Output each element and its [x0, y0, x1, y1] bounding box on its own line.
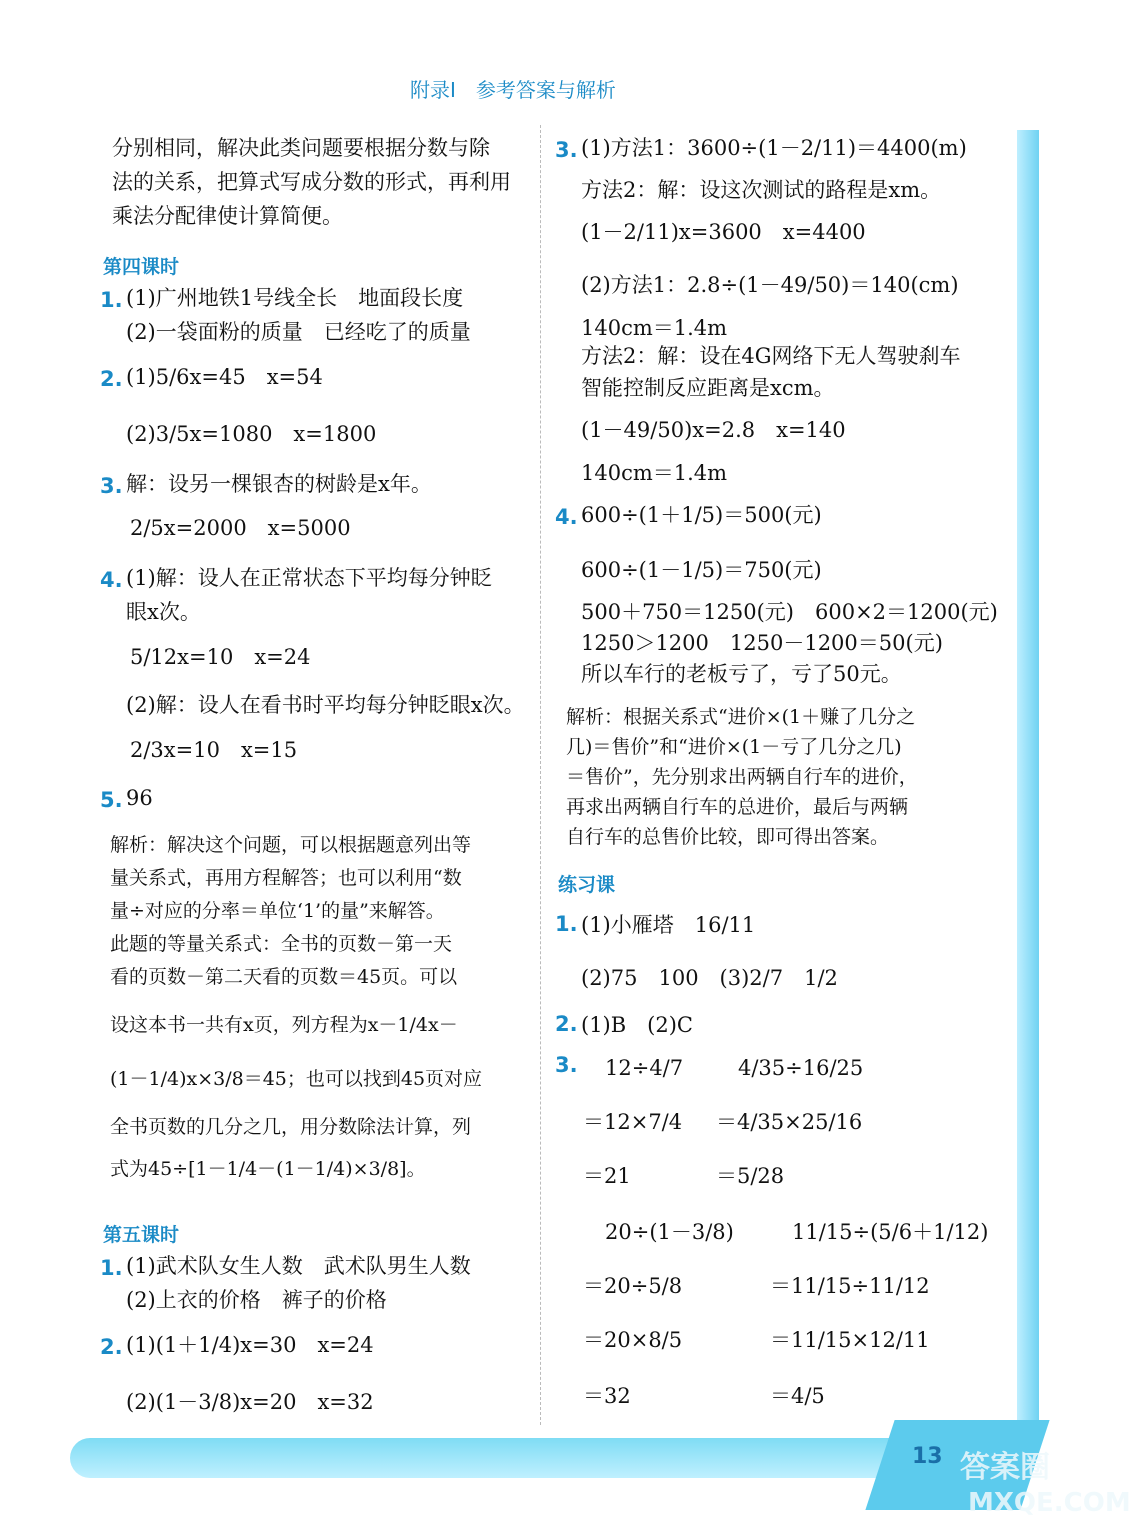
answer-line: (2)方法1：2.8÷(1－49/50)＝140(cm) [581, 273, 959, 297]
question-number: 2. [100, 367, 123, 391]
answer-line: 方法2：解：设在4G网络下无人驾驶刹车 [581, 344, 961, 368]
calc-step: ＝5/28 [716, 1164, 785, 1188]
analysis-line: 解析：解决这个问题，可以根据题意列出等 [110, 834, 472, 856]
answer-line: 解：设另一棵银杏的树龄是x年。 [126, 472, 432, 496]
analysis-line: 几)＝售价”和“进价×(1－亏了几分之几) [566, 736, 902, 758]
answer-line: (1－2/11)x=3600 x=4400 [581, 220, 866, 244]
answer-line: (2)解：设人在看书时平均每分钟眨眼x次。 [126, 693, 525, 717]
analysis-line: 设这本书一共有x页，列方程为x－1/4x－ [110, 1014, 458, 1036]
answer-line: (2)3/5x=1080 x=1800 [126, 422, 377, 446]
calc-step: 12÷4/7 [605, 1056, 684, 1080]
analysis-line: 再求出两辆自行车的总进价，最后与两辆 [566, 796, 909, 818]
question-number: 3. [100, 474, 123, 498]
analysis-line: (1－1/4)x×3/8＝45；也可以找到45页对应 [110, 1068, 483, 1090]
answer-line: (2)一袋面粉的质量 已经吃了的质量 [126, 320, 471, 344]
calc-step: 20÷(1－3/8) [605, 1220, 734, 1244]
question-number: 3. [555, 138, 578, 162]
answer-line: 140cm＝1.4m [581, 316, 728, 340]
analysis-line: ＝售价”，先分别求出两辆自行车的进价， [566, 766, 918, 788]
answer-line: (2)75 100 (3)2/7 1/2 [581, 966, 838, 990]
answer-line: (1)解：设人在正常状态下平均每分钟眨 [126, 566, 492, 590]
calc-step: ＝32 [583, 1384, 631, 1408]
calc-step: ＝4/5 [770, 1384, 825, 1408]
answer-line: (1)广州地铁1号线全长 地面段长度 [126, 286, 464, 310]
question-number: 1. [100, 1256, 123, 1280]
calc-step: ＝20×8/5 [583, 1328, 683, 1352]
question-number: 2. [555, 1012, 578, 1036]
answer-line: 智能控制反应距离是xcm。 [581, 376, 835, 400]
question-number: 1. [555, 912, 578, 936]
answer-line: 2/3x=10 x=15 [130, 738, 298, 762]
answer-line: 140cm＝1.4m [581, 461, 728, 485]
answer-line: (2)(1－3/8)x=20 x=32 [126, 1390, 374, 1414]
question-number: 3. [555, 1053, 578, 1077]
answer-line: 600÷(1＋1/5)＝500(元) [581, 503, 822, 527]
calc-step: ＝11/15÷11/12 [770, 1274, 930, 1298]
answer-line: (1)5/6x=45 x=54 [126, 365, 323, 389]
watermark-url: MXQE.COM [968, 1488, 1131, 1518]
answer-line: 96 [126, 786, 153, 810]
intro-line: 法的关系，把算式写成分数的形式，再利用 [112, 170, 511, 194]
answer-line: (1)武术队女生人数 武术队男生人数 [126, 1254, 471, 1278]
answer-line: 1250＞1200 1250－1200＝50(元) [581, 631, 943, 655]
analysis-line: 看的页数－第二天看的页数＝45页。可以 [110, 966, 458, 988]
analysis-line: 量关系式，再用方程解答；也可以利用“数 [110, 867, 462, 889]
calc-step: ＝20÷5/8 [583, 1274, 683, 1298]
section-title-practice: 练习课 [558, 874, 616, 896]
answer-line: 眼x次。 [126, 600, 201, 624]
analysis-line: 全书页数的几分之几，用分数除法计算，列 [110, 1116, 472, 1138]
watermark-logo: 答案圈 [960, 1450, 1050, 1485]
question-number: 2. [100, 1335, 123, 1359]
question-number: 1. [100, 288, 123, 312]
answer-line: 方法2：解：设这次测试的路程是xm。 [581, 178, 942, 202]
answer-line: (1－49/50)x=2.8 x=140 [581, 418, 846, 442]
answer-line: 500＋750＝1250(元) 600×2＝1200(元) [581, 600, 998, 624]
intro-line: 分别相同，解决此类问题要根据分数与除 [112, 136, 490, 160]
answer-line: 5/12x=10 x=24 [130, 645, 311, 669]
answer-line: (1)方法1：3600÷(1－2/11)＝4400(m) [581, 136, 967, 160]
calc-step: 4/35÷16/25 [738, 1056, 864, 1080]
right-decor-band [1017, 130, 1039, 1450]
answer-line: (1)小雁塔 16/11 [581, 913, 756, 937]
analysis-line: 解析：根据关系式“进价×(1＋赚了几分之 [566, 706, 916, 728]
question-number: 5. [100, 788, 123, 812]
answer-line: (1)B (2)C [581, 1013, 693, 1037]
question-number: 4. [100, 568, 123, 592]
answer-line: (1)(1＋1/4)x=30 x=24 [126, 1333, 374, 1357]
answer-line: 600÷(1－1/5)＝750(元) [581, 558, 822, 582]
analysis-line: 式为45÷[1－1/4－(1－1/4)×3/8]。 [110, 1158, 426, 1180]
analysis-line: 自行车的总售价比较，即可得出答案。 [566, 826, 890, 848]
question-number: 4. [555, 505, 578, 529]
calc-step: ＝4/35×25/16 [716, 1110, 863, 1134]
section-title-lesson4: 第四课时 [103, 256, 180, 278]
calc-step: 11/15÷(5/6＋1/12) [792, 1220, 989, 1244]
analysis-line: 量÷对应的分率＝单位‘1’的量”来解答。 [110, 900, 445, 922]
calc-step: ＝11/15×12/11 [770, 1328, 930, 1352]
section-title-lesson5: 第五课时 [103, 1224, 180, 1246]
intro-line: 乘法分配律使计算简便。 [112, 204, 343, 228]
answer-line: 所以车行的老板亏了，亏了50元。 [581, 662, 902, 686]
calc-step: ＝12×7/4 [583, 1110, 683, 1134]
analysis-line: 此题的等量关系式：全书的页数－第一天 [110, 933, 453, 955]
answer-line: 2/5x=2000 x=5000 [130, 516, 351, 540]
column-divider [540, 125, 541, 1425]
calc-step: ＝21 [583, 1164, 631, 1188]
page-number: 13 [912, 1444, 943, 1469]
answer-line: (2)上衣的价格 裤子的价格 [126, 1288, 387, 1312]
page-header: 附录Ⅰ 参考答案与解析 [410, 78, 616, 102]
